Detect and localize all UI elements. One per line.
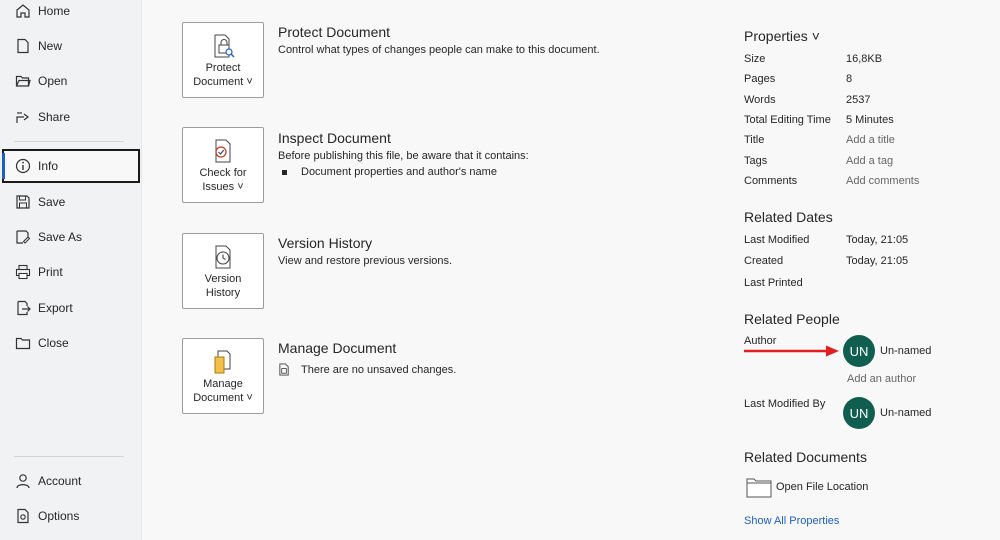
inspect-document-description: Before publishing this file, be aware that it contains:: [278, 150, 529, 162]
prop-label-size: Size: [744, 53, 766, 65]
nav-new[interactable]: [0, 29, 140, 63]
related-documents-heading: Related Documents: [744, 449, 867, 465]
document-status-icon: [278, 363, 291, 376]
show-all-properties-link[interactable]: Show All Properties: [744, 515, 840, 527]
open-folder-icon: [14, 72, 32, 90]
manage-document-title: Manage Document: [278, 340, 397, 356]
prop-label-comments: Comments: [744, 175, 798, 187]
protect-lock-icon: [210, 33, 236, 59]
version-history-title: Version History: [278, 235, 373, 251]
prop-value-words: 2537: [846, 94, 871, 106]
prop-value-pages: 8: [846, 73, 853, 85]
protect-document-button[interactable]: [182, 22, 264, 98]
related-people-heading: Related People: [744, 311, 840, 327]
nav-open[interactable]: [0, 64, 140, 98]
share-icon: [14, 108, 32, 126]
nav-label: Home: [38, 4, 71, 18]
save-as-icon: [14, 228, 32, 246]
nav-save[interactable]: [0, 185, 140, 219]
related-dates-heading: Related Dates: [744, 209, 833, 225]
prop-label-pages: Pages: [744, 73, 776, 85]
nav-label: Info: [38, 159, 59, 173]
open-file-location-link[interactable]: [746, 476, 868, 498]
date-value-created: Today, 21:05: [846, 255, 909, 267]
close-folder-icon: [14, 334, 32, 352]
nav-save-as[interactable]: [0, 220, 140, 254]
date-value-last-modified: Today, 21:05: [846, 234, 909, 246]
nav-label: Account: [38, 474, 82, 488]
author-name[interactable]: Un-named: [880, 345, 932, 357]
home-icon: [14, 2, 32, 20]
nav-label: Share: [38, 110, 71, 124]
nav-label: Save As: [38, 230, 83, 244]
folder-icon: [746, 476, 772, 498]
version-history-button[interactable]: [182, 233, 264, 309]
nav-label: Options: [38, 509, 80, 523]
manage-document-status: [278, 363, 456, 376]
date-label-last-printed: Last Printed: [744, 277, 803, 289]
version-history-description: View and restore previous versions.: [278, 255, 453, 267]
manage-document-icon: [210, 349, 236, 375]
account-icon: [14, 472, 32, 490]
prop-value-editing-time: 5 Minutes: [846, 114, 894, 126]
prop-label-tags: Tags: [744, 155, 768, 167]
prop-label-title: Title: [744, 134, 765, 146]
manage-document-label: Manage Document ˅: [193, 378, 253, 404]
protect-document-description: Control what types of changes people can make to this document.: [278, 44, 600, 56]
new-document-icon: [14, 37, 32, 55]
nav-label: Print: [38, 265, 63, 279]
nav-print[interactable]: [0, 255, 140, 289]
save-icon: [14, 193, 32, 211]
nav-label: Export: [38, 301, 73, 315]
nav-account[interactable]: [0, 464, 140, 498]
version-history-icon: [210, 244, 236, 270]
backstage-sidebar: [0, 0, 142, 540]
print-icon: [14, 263, 32, 281]
version-history-label: Version History: [204, 273, 242, 299]
author-label: Author: [744, 335, 777, 347]
nav-options[interactable]: [0, 499, 140, 533]
last-modified-by-label: Last Modified By: [744, 398, 826, 410]
properties-heading[interactable]: Properties ˅: [744, 28, 820, 44]
prop-label-editing-time: Total Editing Time: [744, 114, 831, 126]
check-issues-icon: [210, 138, 236, 164]
protect-document-label: Protect Document ˅: [193, 62, 253, 88]
last-modified-name[interactable]: Un-named: [880, 407, 932, 419]
date-label-last-modified: Last Modified: [744, 234, 810, 246]
nav-export[interactable]: [0, 291, 140, 325]
export-icon: [14, 299, 32, 317]
nav-label: New: [38, 39, 63, 53]
prop-value-size: 16,8KB: [846, 53, 883, 65]
last-modified-avatar[interactable]: UN: [843, 397, 875, 429]
inspect-bullet-text: Document properties and author's name: [301, 166, 497, 178]
nav-label: Open: [38, 74, 68, 88]
inspect-bullet: [282, 166, 497, 178]
info-icon: [14, 157, 32, 175]
add-title-field[interactable]: Add a title: [846, 134, 895, 146]
nav-info[interactable]: [2, 149, 140, 183]
nav-label: Save: [38, 195, 66, 209]
inspect-document-title: Inspect Document: [278, 130, 391, 146]
open-file-location-label: Open File Location: [776, 481, 869, 493]
prop-label-words: Words: [744, 94, 776, 106]
check-for-issues-label: Check for Issues ˅: [199, 167, 247, 193]
red-arrow-annotation: [744, 344, 840, 358]
add-author-link[interactable]: Add an author: [847, 373, 917, 385]
nav-label: Close: [38, 336, 69, 350]
manage-document-description: There are no unsaved changes.: [301, 363, 457, 376]
options-icon: [14, 507, 32, 525]
manage-document-button[interactable]: [182, 338, 264, 414]
nav-close[interactable]: [0, 326, 140, 360]
protect-document-title: Protect Document: [278, 24, 391, 40]
add-comments-field[interactable]: Add comments: [846, 175, 920, 187]
author-avatar[interactable]: UN: [843, 335, 875, 367]
add-tag-field[interactable]: Add a tag: [846, 155, 894, 167]
nav-divider: [14, 141, 124, 142]
check-for-issues-button[interactable]: [182, 127, 264, 203]
date-label-created: Created: [744, 255, 784, 267]
bullet-square: [282, 170, 287, 175]
nav-share[interactable]: [0, 100, 140, 134]
nav-divider: [14, 456, 124, 457]
nav-home[interactable]: [0, 0, 140, 28]
